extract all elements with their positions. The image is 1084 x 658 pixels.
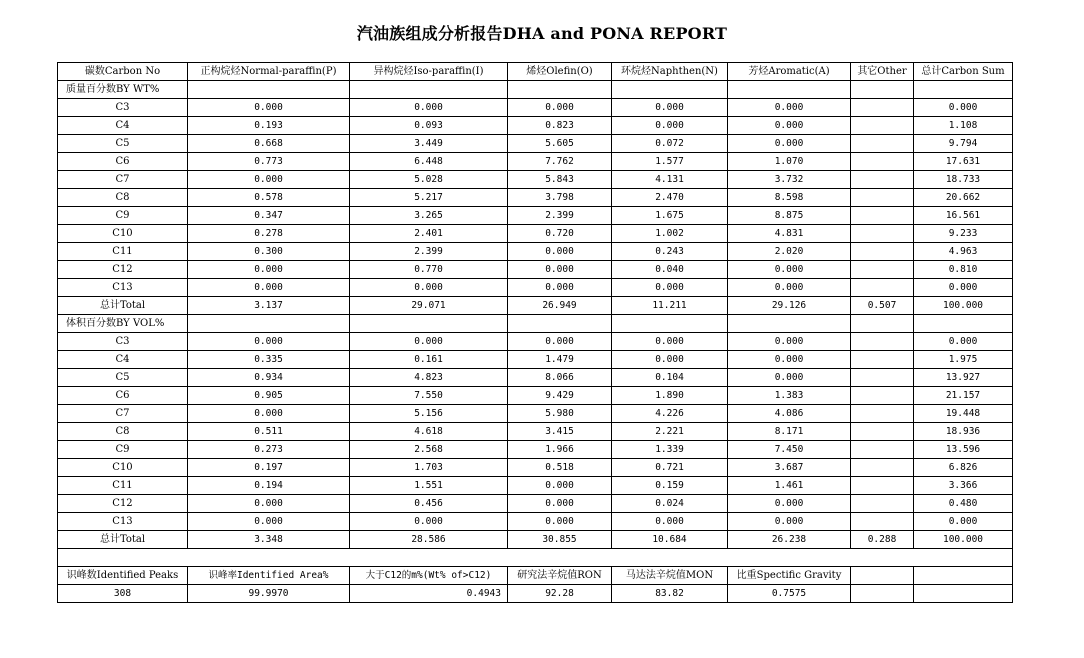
table-row [58, 171, 1013, 189]
value-cell: 0.000 [914, 333, 1013, 351]
value-cell: 0.934 [188, 369, 350, 387]
empty-cell [508, 81, 612, 99]
value-cell: 5.843 [508, 171, 612, 189]
value-cell: 2.020 [728, 243, 851, 261]
column-header: 芳烃Aromatic(A) [728, 63, 851, 81]
summary-header-row [58, 567, 1013, 585]
value-cell: 1.975 [914, 351, 1013, 369]
carbon-number: C10 [58, 225, 188, 243]
value-cell: 1.966 [508, 441, 612, 459]
wt-section-label-row [58, 81, 1013, 99]
value-cell [851, 99, 914, 117]
value-cell: 0.093 [350, 117, 508, 135]
value-cell [851, 495, 914, 513]
table-row [58, 207, 1013, 225]
value-cell: 4.823 [350, 369, 508, 387]
value-cell: 2.470 [612, 189, 728, 207]
value-cell [851, 405, 914, 423]
table-row [58, 423, 1013, 441]
summary-header: 研究法辛烷值RON [508, 567, 612, 585]
value-cell: 0.000 [728, 369, 851, 387]
empty-cell [914, 315, 1013, 333]
carbon-number: C4 [58, 117, 188, 135]
value-cell: 3.415 [508, 423, 612, 441]
table-row [58, 243, 1013, 261]
value-cell: 0.000 [188, 99, 350, 117]
carbon-number: C4 [58, 351, 188, 369]
section-label: 质量百分数BY WT% [58, 81, 188, 99]
value-cell: 9.429 [508, 387, 612, 405]
value-cell: 0.721 [612, 459, 728, 477]
value-cell [851, 171, 914, 189]
header-row [58, 63, 1013, 81]
value-cell: 0.000 [612, 333, 728, 351]
summary-value: 0.7575 [728, 585, 851, 603]
value-cell: 0.000 [508, 279, 612, 297]
value-cell: 0.072 [612, 135, 728, 153]
column-header: 异构烷烃Iso-paraffin(I) [350, 63, 508, 81]
value-cell: 0.000 [612, 117, 728, 135]
value-cell: 0.480 [914, 495, 1013, 513]
value-cell: 0.511 [188, 423, 350, 441]
empty-cell [508, 315, 612, 333]
summary-value: 83.82 [612, 585, 728, 603]
value-cell: 0.000 [188, 171, 350, 189]
value-cell: 1.383 [728, 387, 851, 405]
value-cell [851, 441, 914, 459]
table-row [58, 333, 1013, 351]
value-cell: 1.479 [508, 351, 612, 369]
value-cell [851, 477, 914, 495]
value-cell: 3.798 [508, 189, 612, 207]
value-cell: 0.905 [188, 387, 350, 405]
value-cell [851, 423, 914, 441]
value-cell: 30.855 [508, 531, 612, 549]
carbon-number: C13 [58, 279, 188, 297]
summary-value: 92.28 [508, 585, 612, 603]
summary-header: 马达法辛烷值MON [612, 567, 728, 585]
value-cell: 26.238 [728, 531, 851, 549]
value-cell: 0.161 [350, 351, 508, 369]
value-cell: 0.193 [188, 117, 350, 135]
empty-cell [612, 315, 728, 333]
value-cell: 1.461 [728, 477, 851, 495]
empty-cell [188, 81, 350, 99]
column-header: 环烷烃Naphthen(N) [612, 63, 728, 81]
value-cell: 0.197 [188, 459, 350, 477]
value-cell: 100.000 [914, 297, 1013, 315]
value-cell: 0.000 [728, 117, 851, 135]
value-cell: 7.550 [350, 387, 508, 405]
column-header: 烯烃Olefin(O) [508, 63, 612, 81]
carbon-number: C10 [58, 459, 188, 477]
carbon-number: C13 [58, 513, 188, 531]
summary-header [914, 567, 1013, 585]
value-cell [851, 207, 914, 225]
value-cell: 9.233 [914, 225, 1013, 243]
value-cell: 3.348 [188, 531, 350, 549]
value-cell [851, 387, 914, 405]
value-cell: 1.070 [728, 153, 851, 171]
table-row [58, 387, 1013, 405]
value-cell: 0.000 [188, 513, 350, 531]
value-cell: 100.000 [914, 531, 1013, 549]
value-cell: 19.448 [914, 405, 1013, 423]
value-cell: 4.831 [728, 225, 851, 243]
value-cell: 6.826 [914, 459, 1013, 477]
value-cell: 5.028 [350, 171, 508, 189]
value-cell: 0.000 [350, 333, 508, 351]
value-cell: 4.086 [728, 405, 851, 423]
total-label: 总计Total [58, 297, 188, 315]
value-cell: 0.000 [728, 279, 851, 297]
value-cell: 8.598 [728, 189, 851, 207]
value-cell: 29.071 [350, 297, 508, 315]
value-cell: 4.963 [914, 243, 1013, 261]
spacer-cell [58, 549, 1013, 567]
value-cell: 3.137 [188, 297, 350, 315]
value-cell [851, 513, 914, 531]
value-cell: 0.000 [914, 513, 1013, 531]
report-title: 汽油族组成分析报告DHA and PONA REPORT [356, 24, 728, 43]
value-cell: 0.000 [508, 333, 612, 351]
value-cell: 0.720 [508, 225, 612, 243]
table-row [58, 279, 1013, 297]
value-cell: 0.518 [508, 459, 612, 477]
value-cell: 0.000 [612, 513, 728, 531]
wt-section-total-row [58, 297, 1013, 315]
value-cell: 16.561 [914, 207, 1013, 225]
value-cell: 0.823 [508, 117, 612, 135]
summary-header: 识峰率Identified Area% [188, 567, 350, 585]
carbon-number: C3 [58, 333, 188, 351]
table-row [58, 117, 1013, 135]
value-cell: 0.000 [508, 243, 612, 261]
value-cell: 0.194 [188, 477, 350, 495]
carbon-number: C7 [58, 171, 188, 189]
table-row [58, 99, 1013, 117]
value-cell: 8.875 [728, 207, 851, 225]
carbon-number: C6 [58, 153, 188, 171]
carbon-number: C3 [58, 99, 188, 117]
value-cell: 7.762 [508, 153, 612, 171]
table-row [58, 351, 1013, 369]
carbon-number: C11 [58, 477, 188, 495]
empty-cell [350, 81, 508, 99]
table-row [58, 495, 1013, 513]
value-cell: 0.000 [728, 135, 851, 153]
value-cell [851, 351, 914, 369]
value-cell: 13.927 [914, 369, 1013, 387]
table-row [58, 369, 1013, 387]
carbon-number: C12 [58, 495, 188, 513]
value-cell: 0.288 [851, 531, 914, 549]
value-cell: 1.002 [612, 225, 728, 243]
value-cell: 0.000 [188, 261, 350, 279]
value-cell: 21.157 [914, 387, 1013, 405]
table-row [58, 135, 1013, 153]
value-cell: 0.335 [188, 351, 350, 369]
value-cell [851, 279, 914, 297]
total-label: 总计Total [58, 531, 188, 549]
value-cell: 8.171 [728, 423, 851, 441]
summary-header: 比重Spectific Gravity [728, 567, 851, 585]
table-row [58, 261, 1013, 279]
report-table [57, 62, 1013, 603]
empty-cell [728, 315, 851, 333]
summary-value: 99.9970 [188, 585, 350, 603]
table-row [58, 441, 1013, 459]
value-cell: 4.131 [612, 171, 728, 189]
value-cell: 5.980 [508, 405, 612, 423]
value-cell: 0.273 [188, 441, 350, 459]
value-cell: 1.675 [612, 207, 728, 225]
value-cell: 26.949 [508, 297, 612, 315]
value-cell: 18.936 [914, 423, 1013, 441]
value-cell: 2.401 [350, 225, 508, 243]
carbon-number: C8 [58, 423, 188, 441]
value-cell: 3.449 [350, 135, 508, 153]
value-cell: 0.000 [914, 99, 1013, 117]
summary-value [914, 585, 1013, 603]
carbon-number: C12 [58, 261, 188, 279]
value-cell: 1.108 [914, 117, 1013, 135]
empty-cell [350, 315, 508, 333]
value-cell: 0.000 [508, 477, 612, 495]
summary-header: 大于C12的m%(Wt% of>C12) [350, 567, 508, 585]
carbon-number: C9 [58, 207, 188, 225]
value-cell: 3.265 [350, 207, 508, 225]
value-cell: 0.770 [350, 261, 508, 279]
table-row [58, 189, 1013, 207]
empty-cell [188, 315, 350, 333]
carbon-number: C5 [58, 135, 188, 153]
value-cell [851, 189, 914, 207]
vol-section-total-row [58, 531, 1013, 549]
value-cell: 10.684 [612, 531, 728, 549]
summary-value: 308 [58, 585, 188, 603]
value-cell: 0.000 [350, 99, 508, 117]
value-cell: 2.399 [508, 207, 612, 225]
empty-cell [851, 315, 914, 333]
value-cell: 0.000 [188, 333, 350, 351]
value-cell: 0.300 [188, 243, 350, 261]
value-cell: 0.000 [612, 99, 728, 117]
value-cell: 2.399 [350, 243, 508, 261]
summary-value: 0.4943 [350, 585, 508, 603]
value-cell: 1.703 [350, 459, 508, 477]
value-cell: 18.733 [914, 171, 1013, 189]
value-cell: 1.577 [612, 153, 728, 171]
value-cell: 4.618 [350, 423, 508, 441]
spacer-row [58, 549, 1013, 567]
carbon-number: C8 [58, 189, 188, 207]
value-cell: 17.631 [914, 153, 1013, 171]
value-cell: 0.278 [188, 225, 350, 243]
value-cell: 0.000 [612, 279, 728, 297]
value-cell [851, 369, 914, 387]
value-cell [851, 333, 914, 351]
value-cell: 3.732 [728, 171, 851, 189]
value-cell: 28.586 [350, 531, 508, 549]
value-cell: 29.126 [728, 297, 851, 315]
value-cell [851, 117, 914, 135]
carbon-number: C6 [58, 387, 188, 405]
value-cell: 0.000 [188, 279, 350, 297]
value-cell [851, 261, 914, 279]
value-cell: 0.000 [508, 261, 612, 279]
value-cell: 0.000 [612, 351, 728, 369]
value-cell [851, 225, 914, 243]
value-cell: 4.226 [612, 405, 728, 423]
section-label: 体积百分数BY VOL% [58, 315, 188, 333]
value-cell: 3.687 [728, 459, 851, 477]
value-cell: 0.000 [728, 261, 851, 279]
summary-header: 识峰数Identified Peaks [58, 567, 188, 585]
value-cell: 1.339 [612, 441, 728, 459]
value-cell: 0.578 [188, 189, 350, 207]
value-cell: 0.159 [612, 477, 728, 495]
table-row [58, 513, 1013, 531]
value-cell: 0.773 [188, 153, 350, 171]
value-cell: 5.156 [350, 405, 508, 423]
value-cell: 0.668 [188, 135, 350, 153]
value-cell: 1.551 [350, 477, 508, 495]
empty-cell [612, 81, 728, 99]
carbon-number: C11 [58, 243, 188, 261]
value-cell [851, 153, 914, 171]
summary-values-row [58, 585, 1013, 603]
empty-cell [851, 81, 914, 99]
value-cell: 9.794 [914, 135, 1013, 153]
value-cell [851, 459, 914, 477]
column-header: 正构烷烃Normal-paraffin(P) [188, 63, 350, 81]
table-row [58, 225, 1013, 243]
value-cell: 0.000 [350, 279, 508, 297]
value-cell: 0.507 [851, 297, 914, 315]
carbon-number: C5 [58, 369, 188, 387]
value-cell: 0.000 [728, 495, 851, 513]
carbon-number: C7 [58, 405, 188, 423]
value-cell: 0.000 [508, 495, 612, 513]
value-cell: 1.890 [612, 387, 728, 405]
value-cell: 0.000 [728, 513, 851, 531]
value-cell: 2.568 [350, 441, 508, 459]
value-cell: 8.066 [508, 369, 612, 387]
value-cell: 0.000 [914, 279, 1013, 297]
value-cell: 0.000 [350, 513, 508, 531]
value-cell: 0.347 [188, 207, 350, 225]
value-cell [851, 243, 914, 261]
summary-value [851, 585, 914, 603]
value-cell: 3.366 [914, 477, 1013, 495]
value-cell: 5.605 [508, 135, 612, 153]
carbon-number: C9 [58, 441, 188, 459]
table-row [58, 477, 1013, 495]
column-header: 碳数Carbon No [58, 63, 188, 81]
column-header: 其它Other [851, 63, 914, 81]
value-cell: 0.243 [612, 243, 728, 261]
vol-section-label-row [58, 315, 1013, 333]
value-cell: 0.000 [508, 99, 612, 117]
value-cell: 0.000 [728, 99, 851, 117]
value-cell: 0.024 [612, 495, 728, 513]
value-cell: 7.450 [728, 441, 851, 459]
value-cell [851, 135, 914, 153]
value-cell: 0.810 [914, 261, 1013, 279]
value-cell: 0.000 [188, 495, 350, 513]
value-cell: 6.448 [350, 153, 508, 171]
summary-header [851, 567, 914, 585]
table-row [58, 405, 1013, 423]
column-header: 总计Carbon Sum [914, 63, 1013, 81]
value-cell: 5.217 [350, 189, 508, 207]
value-cell: 0.040 [612, 261, 728, 279]
value-cell: 0.000 [508, 513, 612, 531]
table-row [58, 459, 1013, 477]
value-cell: 0.000 [728, 333, 851, 351]
table-row [58, 153, 1013, 171]
value-cell: 11.211 [612, 297, 728, 315]
empty-cell [914, 81, 1013, 99]
empty-cell [728, 81, 851, 99]
value-cell: 0.104 [612, 369, 728, 387]
value-cell: 2.221 [612, 423, 728, 441]
value-cell: 13.596 [914, 441, 1013, 459]
value-cell: 0.000 [188, 405, 350, 423]
value-cell: 20.662 [914, 189, 1013, 207]
value-cell: 0.456 [350, 495, 508, 513]
value-cell: 0.000 [728, 351, 851, 369]
